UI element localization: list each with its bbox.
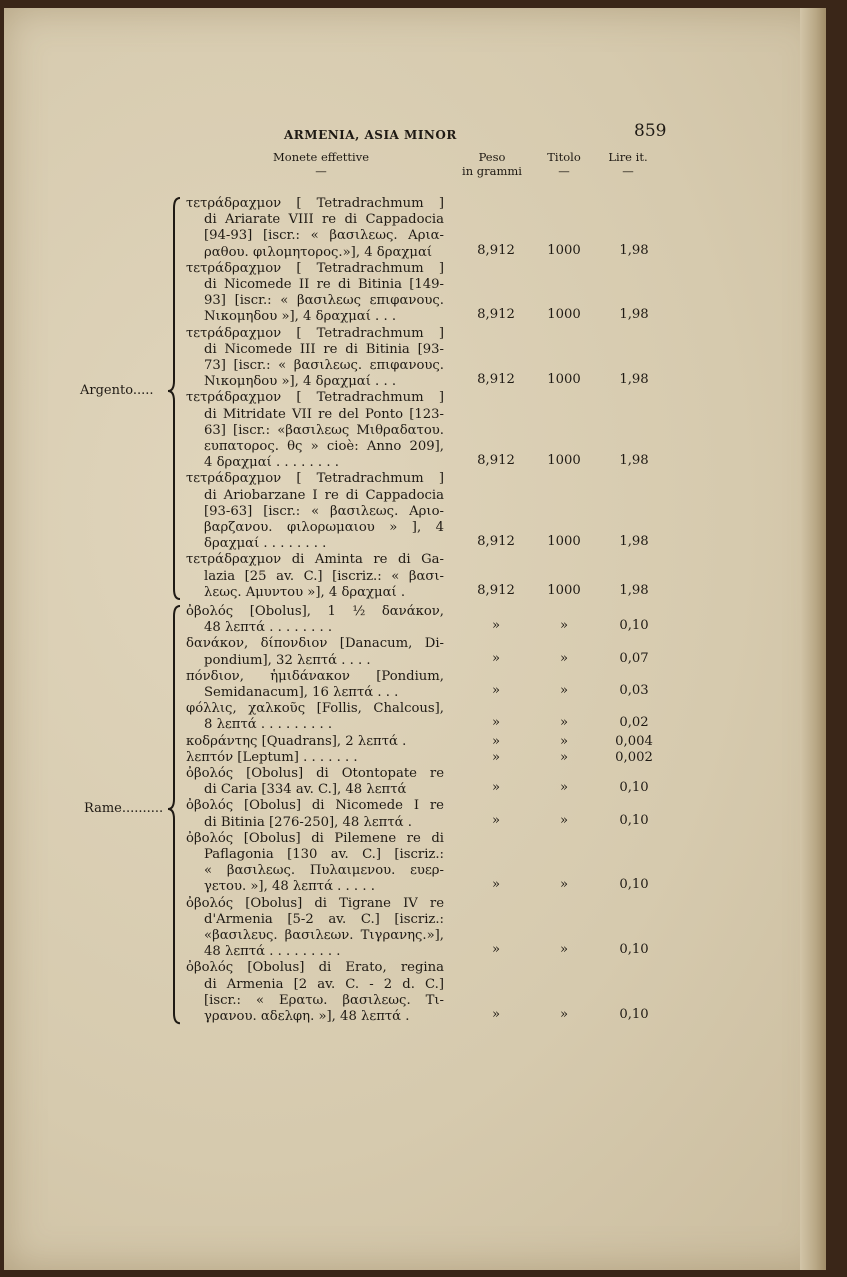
description-line: ὀβολός [Obolus] di Pilemene re di	[186, 830, 444, 846]
coin-description	[186, 196, 444, 261]
peso-value: »	[491, 715, 501, 731]
peso-value: »	[491, 749, 501, 765]
lire-value: 1,98	[619, 453, 649, 469]
description-line: «βασιλευς. βασιλεων. Τιγρανης.»],	[204, 928, 444, 943]
lire-value: 0,002	[615, 749, 653, 765]
description-line: τετράδραχμον di Aminta re di Ga-	[186, 552, 444, 568]
description-line: 48 λεπτά . . . . . . . .	[204, 620, 333, 636]
description-line: di Nicomede III re di Bitinia [93-	[204, 341, 444, 357]
titolo-value: »	[559, 749, 569, 765]
group-brace	[154, 196, 184, 601]
lire-value: 1,98	[619, 582, 649, 598]
peso-value: 8,912	[477, 453, 515, 469]
coin-description	[186, 390, 444, 471]
titolo-value: 1000	[547, 307, 581, 323]
description-line: 73] [iscr.: « βασιλεως. επιφανους.	[204, 358, 444, 373]
peso-value: »	[491, 1007, 501, 1022]
coin-description	[186, 604, 444, 636]
description-line: 63] [iscr.: «βασιλεως Μιθραδατου.	[204, 422, 444, 438]
peso-value: 8,912	[477, 242, 515, 258]
description-line: ὀβολός [Obolus] di Tigrane IV re	[186, 895, 444, 911]
coin-description	[186, 960, 444, 1025]
coin-description	[186, 701, 444, 733]
description-line: δανάκον, δίπονδιον [Danacum, Di-	[186, 636, 444, 652]
description-line: 93] [iscr.: « βασιλεως επιφανους.	[204, 293, 444, 309]
lire-value: 0,03	[619, 683, 649, 698]
description-line: φόλλις, χαλκοῦς [Follis, Chalcous],	[186, 701, 444, 717]
column-header-peso: Peso in grammi	[462, 150, 522, 178]
peso-value: »	[491, 683, 501, 698]
column-header-desc: Monete effettive —	[273, 150, 369, 178]
description-line: ὀβολός [Obolus] di Nicomede I re	[186, 798, 444, 814]
coin-description	[186, 261, 444, 326]
description-line: di Mitridate VII re del Ponto [123-	[204, 406, 444, 422]
coin-description	[186, 766, 444, 798]
description-line: βαρζανου. φιλορωμαιου » ], 4	[204, 520, 444, 535]
description-line: 48 λεπτά . . . . . . . . .	[204, 944, 341, 960]
peso-value: »	[491, 650, 501, 666]
column-header-titolo: Titolo —	[547, 150, 581, 178]
description-line: τετράδραχμον [ Tetradrachmum ]	[186, 260, 444, 276]
description-line: πόνδιον, ἡμιδάνακον [Pondium,	[186, 668, 444, 684]
description-line: ὀβολός [Obolus] di Otontopate re	[186, 766, 444, 781]
peso-value: »	[491, 780, 501, 796]
peso-value: »	[491, 733, 501, 749]
titolo-value: 1000	[547, 453, 581, 469]
description-line: Semidanacum], 16 λεπτά . . .	[204, 685, 399, 700]
lire-value: 1,98	[619, 372, 649, 388]
peso-value: »	[491, 877, 501, 893]
description-line: τετράδραχμον [ Tetradrachmum ]	[186, 325, 444, 341]
titolo-value: »	[559, 942, 569, 958]
description-line: ραθου. φιλομητορος.»], 4 δραχμαί	[204, 244, 433, 260]
lire-value: 1,98	[619, 307, 649, 323]
peso-value: »	[491, 942, 501, 958]
lire-value: 0,10	[619, 877, 649, 893]
peso-value: »	[491, 618, 501, 634]
titolo-value: »	[559, 683, 569, 698]
titolo-value: »	[559, 812, 569, 828]
coin-description	[186, 471, 444, 552]
titolo-value: »	[559, 618, 569, 634]
titolo-value: »	[559, 715, 569, 731]
coin-description	[186, 552, 444, 601]
coin-description	[186, 750, 444, 766]
description-line: γετου. »], 48 λεπτά . . . . .	[204, 879, 375, 895]
description-line: [93-63] [iscr.: « βασιλεως. Αριο-	[204, 503, 444, 519]
titolo-value: »	[559, 780, 569, 796]
description-line: di Caria [334 av. C.], 48 λεπτά	[204, 782, 407, 798]
description-line: Paflagonia [130 av. C.] [iscriz.:	[204, 847, 444, 862]
lire-value: 0,02	[619, 715, 649, 731]
description-line: 4 δραχμαί . . . . . . . .	[204, 455, 339, 471]
description-line: lazia [25 av. C.] [iscriz.: « βασι-	[204, 568, 444, 584]
description-line: di Ariarate VIII re di Cappadocia	[204, 212, 444, 228]
description-line: di Nicomede II re di Bitinia [149-	[204, 277, 444, 292]
titolo-value: 1000	[547, 372, 581, 388]
description-line: λεως. Αμυντου »], 4 δραχμαί .	[204, 584, 406, 600]
peso-value: 8,912	[477, 534, 515, 550]
description-line: [94-93] [iscr.: « βασιλεως. Αρια-	[204, 228, 444, 244]
lire-value: 1,98	[619, 534, 649, 550]
description-line: Νικομηδου »], 4 δραχμαί . . .	[204, 309, 397, 325]
lire-value: 0,10	[619, 618, 649, 634]
lire-value: 0,10	[619, 812, 649, 828]
titolo-value: »	[559, 1007, 569, 1022]
page-number: 859	[634, 121, 667, 141]
group-label: Rame..........	[84, 801, 164, 816]
coin-description	[186, 636, 444, 668]
description-line: Νικομηδου »], 4 δραχμαί . . .	[204, 374, 397, 390]
description-line: γρανου. αδελφη. »], 48 λεπτά .	[204, 1009, 410, 1024]
titolo-value: 1000	[547, 242, 581, 258]
titolo-value: »	[559, 650, 569, 666]
page-edge	[800, 8, 826, 1270]
description-line: λεπτόν [Leptum] . . . . . . .	[186, 749, 358, 765]
coin-description	[186, 734, 444, 750]
lire-value: 0,10	[619, 942, 649, 958]
coin-description	[186, 798, 444, 830]
column-header-lire: Lire it. —	[608, 150, 648, 178]
lire-value: 0,10	[619, 1007, 649, 1022]
description-line: τετράδραχμον [ Tetradrachmum ]	[186, 471, 444, 487]
description-line: [iscr.: « Ερατω. βασιλεως. Τι-	[204, 992, 444, 1008]
titolo-value: »	[559, 877, 569, 893]
lire-value: 0,07	[619, 650, 649, 666]
description-line: di Bitinia [276-250], 48 λεπτά .	[204, 814, 412, 830]
description-line: d'Armenia [5-2 av. C.] [iscriz.:	[204, 911, 444, 927]
description-line: « βασιλεως. Πυλαιμενου. ευερ-	[204, 863, 444, 879]
group-brace	[154, 604, 184, 1025]
description-line: τετράδραχμον [ Tetradrachmum ]	[186, 390, 444, 406]
titolo-value: 1000	[547, 582, 581, 598]
peso-value: 8,912	[477, 372, 515, 388]
description-line: di Armenia [2 av. C. - 2 d. C.]	[204, 976, 444, 992]
book-page	[4, 8, 826, 1270]
description-line: ευπατορος. θς » cioè: Anno 209],	[204, 439, 444, 454]
peso-value: »	[491, 812, 501, 828]
description-line: di Ariobarzane I re di Cappadocia	[204, 487, 444, 503]
description-line: δραχμαί . . . . . . . .	[204, 536, 327, 552]
titolo-value: »	[559, 733, 569, 749]
titolo-value: 1000	[547, 534, 581, 550]
running-title: ARMENIA, ASIA MINOR	[284, 128, 457, 142]
description-line: τετράδραχμον [ Tetradrachmum ]	[186, 196, 444, 211]
peso-value: 8,912	[477, 307, 515, 323]
coin-description	[186, 896, 444, 961]
description-line: ὀβολός [Obolus], 1 ½ δανάκον,	[186, 604, 444, 619]
lire-value: 0,10	[619, 780, 649, 796]
coin-description	[186, 831, 444, 896]
group-label: Argento.....	[80, 383, 154, 398]
coin-description	[186, 326, 444, 391]
description-line: pondium], 32 λεπτά . . . .	[204, 652, 371, 668]
lire-value: 0,004	[615, 733, 653, 749]
description-line: κοδράντης [Quadrans], 2 λεπτά .	[186, 733, 407, 749]
description-line: ὀβολός [Obolus] di Erato, regina	[186, 960, 444, 976]
coin-description	[186, 669, 444, 701]
lire-value: 1,98	[619, 242, 649, 258]
description-line: 8 λεπτά . . . . . . . . .	[204, 717, 333, 733]
peso-value: 8,912	[477, 582, 515, 598]
